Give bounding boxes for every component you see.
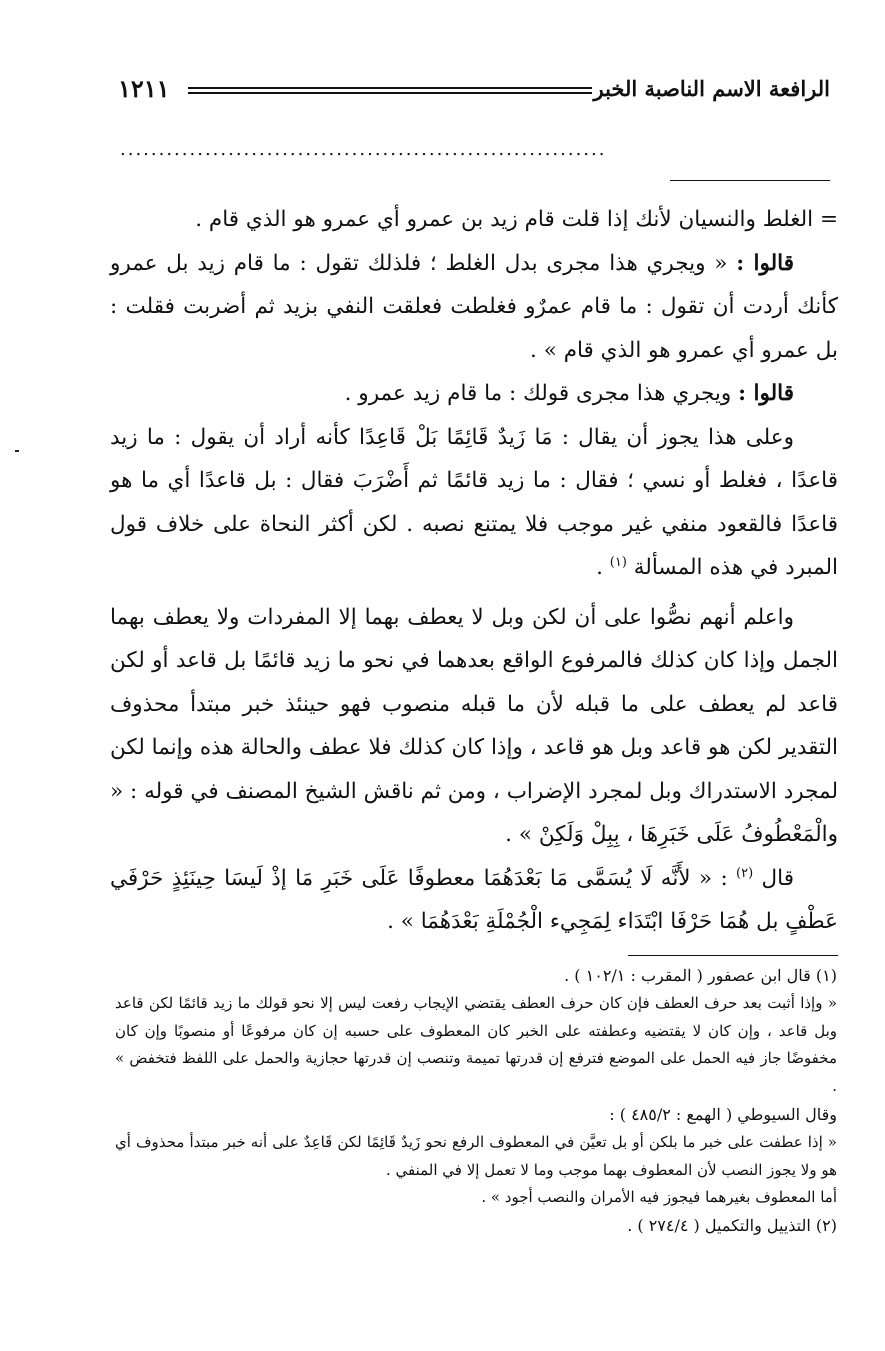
footnote-ref-1: (١) xyxy=(609,554,627,570)
paragraph-6-start: قال xyxy=(761,865,794,891)
running-header xyxy=(118,74,830,108)
main-text xyxy=(110,198,838,944)
continuation-dots: ............................................................... xyxy=(120,140,607,160)
footnote-1-b-quote: « إذا عطفت على خبر ما بلكن أو بل تعيَّن في المعطوف الرفع نحو زَيدٌ قَائِمًا لكن قَاعِدٌ على أنه خبر مبتدأ محذوف أي هو ولا يجوز النصب لأن المعطوف بهما موجب وما لا تعمل إلا في المنفي . xyxy=(115,1132,837,1179)
footnote-1: (١) قال ابن عصفور ( المقرب : ١٠٢/١ ) . xyxy=(564,966,837,985)
footnote-ref-2: (٢) xyxy=(736,865,754,881)
paragraph-1: = الغلط والنسيان لأنك إذا قلت قام زيد بن عمرو أي عمرو هو الذي قام . xyxy=(195,207,838,232)
said-label: قالوا : xyxy=(736,250,794,276)
paragraph-4 xyxy=(110,416,838,590)
header-double-rule xyxy=(188,87,592,94)
page-number: ١٢١١ xyxy=(118,74,170,103)
paragraph-2 xyxy=(110,242,838,373)
footnote-1-quote: « وإذا أثبت بعد حرف العطف فإن كان حرف العطف يقتضي الإيجاب رفعت ليس إلا نحو قولك ما زيد قائمًا لكن قاعد وبل قاعد ، وإن كان لا يقتضيه وعطفته على الخبر كان المعطوف على حسبه إن كان مرفوعًا أو منصوبًا وإن كان مخفوضًا جاز فيه الحمل على الموضع فترفع إن قدرتها تميمة وتنصب إن قدرتها حجازية والحمل على اللفظ فتخفض » . xyxy=(115,993,837,1096)
paragraph-6 xyxy=(110,857,838,944)
paragraph-3-text: ويجري هذا مجرى قولك : ما قام زيد عمرو . xyxy=(344,381,739,406)
footnote-2: (٢) التذييل والتكميل ( ٢٧٤/٤ ) . xyxy=(627,1216,837,1236)
paragraph-3 xyxy=(110,372,838,416)
header-title: الرافعة الاسم الناصبة الخبر xyxy=(593,76,830,101)
footnotes xyxy=(115,962,837,1240)
paragraph-6-text: : « لأَنَّه لَا يُسَمَّى مَا بَعْدَهُمَا معطوفًا عَلَى خَبَرِ مَا إذْ لَيسَا حِينَئِذٍ حَرْفَي عَطْفٍ بل هُمَا حَرْفَا ابْتَدَاء لِمَجِيء الْجُمْلَةِ بَعْدَهُمَا » . xyxy=(110,865,838,934)
footnote-1-c: أما المعطوف بغيرهما فيجوز فيه الأمران والنصب أجود » . xyxy=(481,1188,837,1207)
paragraph-4-end: . xyxy=(596,555,610,580)
margin-mark xyxy=(15,450,19,452)
paragraph-5: واعلم أنهم نصُّوا على أن لكن وبل لا يعطف بهما إلا المفردات ولا يعطف بهما الجمل وإذا كان كذلك فالمرفوع الواقع بعدهما في نحو ما زيد قائمًا بل قاعد أو لكن قاعد لم يعطف على ما قبله لأن ما قبله منصوب فهو حينئذ خبر مبتدأ محذوف التقدير لكن هو قاعد وبل هو قاعد ، وإذا كان كذلك فلا عطف والحالة هذه وإنما لكن لمجرد الاستدراك وبل لمجرد الإضراب ، ومن ثم ناقش الشيخ المصنف في قوله : « والْمَعْطُوفُ عَلَى خَبَرِهَا ، بِبِلْ وَلَكِنْ » . xyxy=(110,604,838,847)
paragraph-2-text: « ويجري هذا مجرى بدل الغلط ؛ فلذلك تقول : ما قام زيد بل عمرو كأنك أردت أن تقول : ما قام عمرٌو فغلطت فعلقت النفي بزيد ثم أضربت فقلت : بل عمرو أي عمرو هو الذي قام » . xyxy=(110,250,838,363)
top-short-rule xyxy=(670,180,830,181)
said-label: قالوا : xyxy=(738,381,794,406)
footnote-1-b: وقال السيوطي ( الهمع : ٤٨٥/٢ ) : xyxy=(609,1104,837,1124)
footnote-separator xyxy=(628,955,838,956)
paragraph-4-text: وعلى هذا يجوز أن يقال : مَا زَيدٌ قَائِمًا بَلْ قَاعِدًا كأنه أراد أن يقول : ما زيد قاعدًا ، فغلط أو نسي ؛ فقال : ما زيد قائمًا ثم أَضْرَبَ فقال : بل قاعدًا أي ما هو قاعدًا فالقعود منفي غير موجب فلا يمتنع نصبه . لكن أكثر النحاة على خلاف قول المبرد في هذه المسألة xyxy=(110,424,838,580)
